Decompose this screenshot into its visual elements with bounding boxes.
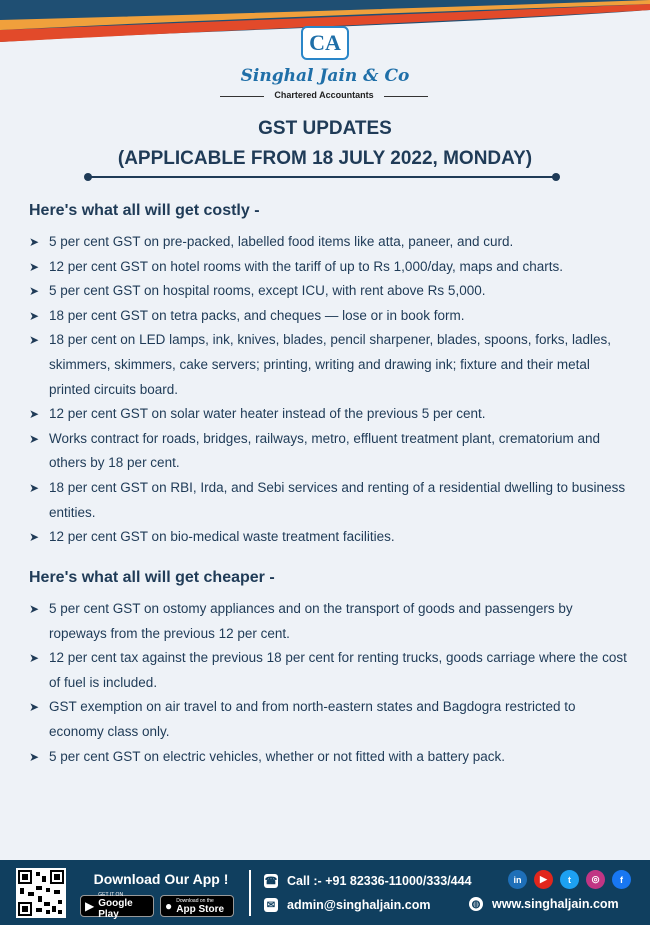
page-subtitle: (APPLICABLE FROM 18 JULY 2022, MONDAY) — [117, 148, 533, 169]
cheaper-item-text: 5 per cent GST on electric vehicles, whether or not fitted with a battery pack. — [49, 748, 505, 764]
social-icons — [508, 870, 631, 889]
costly-item — [29, 328, 629, 402]
google-play-sub: GET IT ON — [98, 892, 124, 898]
cheaper-section — [29, 569, 629, 769]
youtube-icon[interactable]: ▶ — [534, 870, 553, 889]
app-store-label: App Store — [176, 903, 225, 915]
instagram-icon[interactable]: ◎ — [586, 870, 605, 889]
logo-mark: CA — [301, 26, 349, 60]
mail-icon: ✉ — [264, 898, 278, 912]
download-app-title: Download Our App ! — [93, 871, 229, 887]
brand-subtitle: Chartered Accountants — [220, 90, 428, 100]
email-text: admin@singhaljain.com — [287, 898, 431, 912]
costly-item-text: 18 per cent on LED lamps, ink, knives, blades, pencil sharpener, blades, spoons, forks, ladles, skimmers, skimmers, cake servers; printing, writing and drawing ink; fixture and their metal printed circuits board. — [49, 332, 612, 397]
bullet-arrow-icon: ➤ — [29, 284, 40, 299]
google-play-button[interactable] — [80, 892, 154, 920]
phone-icon: ☎ — [264, 875, 278, 887]
website-text: www.singhaljain.com — [492, 897, 619, 911]
apple-icon: ● — [165, 899, 173, 913]
bullet-arrow-icon: ➤ — [29, 333, 40, 348]
costly-list — [29, 230, 629, 550]
brand-name: Singhal Jain & Co — [240, 66, 410, 86]
bullet-arrow-icon: ➤ — [29, 700, 40, 715]
bullet-arrow-icon: ➤ — [29, 480, 40, 495]
cheaper-item-text: GST exemption on air travel to and from north-eastern states and Bagdogra restricted to economy class only. — [49, 699, 576, 739]
facebook-icon[interactable]: f — [612, 870, 631, 889]
costly-item — [29, 427, 629, 476]
costly-item-text: 5 per cent GST on hospital rooms, except ICU, with rent above Rs 5,000. — [49, 283, 486, 299]
phone-contact[interactable] — [264, 874, 472, 888]
qr-code[interactable] — [16, 868, 66, 918]
costly-item-text: Works contract for roads, bridges, railways, metro, effluent treatment plant, crematorium and others by 18 per cent. — [49, 430, 600, 471]
cheaper-item — [29, 695, 629, 744]
costly-item — [29, 255, 629, 280]
bullet-arrow-icon: ➤ — [29, 530, 40, 545]
page-title: GST UPDATES — [258, 118, 392, 139]
bullet-arrow-icon: ➤ — [29, 651, 40, 666]
cheaper-item-text: 5 per cent GST on ostomy appliances and on the transport of goods and passengers by ropeways from the previous 12 per cent. — [49, 601, 573, 641]
cheaper-item — [29, 745, 629, 770]
app-store-sub: Download on the — [176, 897, 214, 904]
cheaper-heading: Here's what all will get cheaper - — [29, 569, 275, 586]
email-contact[interactable] — [264, 898, 430, 912]
cheaper-item-text: 12 per cent tax against the previous 18 per cent for renting trucks, goods carriage where the cost of fuel is included. — [49, 650, 627, 690]
twitter-icon[interactable]: t — [560, 870, 579, 889]
costly-item-text: 12 per cent GST on hotel rooms with the tariff of up to Rs 1,000/day, maps and charts. — [49, 258, 564, 274]
bullet-arrow-icon: ➤ — [29, 749, 40, 764]
footer-divider — [249, 870, 251, 916]
app-store-button[interactable] — [160, 895, 234, 917]
costly-item-text: 18 per cent GST on RBI, Irda, and Sebi services and renting of a residential dwelling to business entities. — [49, 479, 626, 520]
costly-heading: Here's what all will get costly - — [29, 202, 260, 219]
website-link[interactable] — [469, 897, 619, 911]
bullet-arrow-icon: ➤ — [29, 602, 40, 616]
cheaper-item — [29, 597, 629, 646]
costly-item — [29, 279, 629, 304]
google-play-label: Google Play — [98, 898, 133, 920]
costly-item-text: 12 per cent GST on bio-medical waste treatment facilities. — [49, 529, 395, 545]
footer — [0, 860, 650, 925]
costly-item-text: 12 per cent GST on solar water heater instead of the previous 5 per cent. — [49, 406, 486, 422]
bullet-arrow-icon: ➤ — [29, 407, 40, 422]
costly-item-text: 5 per cent GST on pre-packed, labelled food items like atta, paneer, and curd. — [49, 234, 514, 249]
linkedin-icon[interactable]: in — [508, 870, 527, 889]
logo — [0, 26, 650, 60]
costly-item — [29, 402, 629, 427]
costly-item — [29, 304, 629, 329]
bullet-arrow-icon: ➤ — [29, 308, 40, 323]
costly-item — [29, 476, 629, 525]
cheaper-list — [29, 597, 629, 769]
bullet-arrow-icon: ➤ — [29, 259, 40, 274]
cheaper-item — [29, 646, 629, 695]
play-store-icon: ▶ — [85, 899, 95, 913]
globe-icon: ◍ — [469, 897, 483, 911]
title-divider — [88, 176, 556, 178]
phone-text: Call :- +91 82336-11000/333/444 — [287, 874, 472, 888]
costly-item — [29, 230, 629, 255]
bullet-arrow-icon: ➤ — [29, 235, 40, 249]
costly-item-text: 18 per cent GST on tetra packs, and cheques — lose or in book form. — [49, 307, 465, 323]
costly-section — [29, 202, 629, 550]
costly-item — [29, 525, 629, 550]
bullet-arrow-icon: ➤ — [29, 431, 40, 446]
